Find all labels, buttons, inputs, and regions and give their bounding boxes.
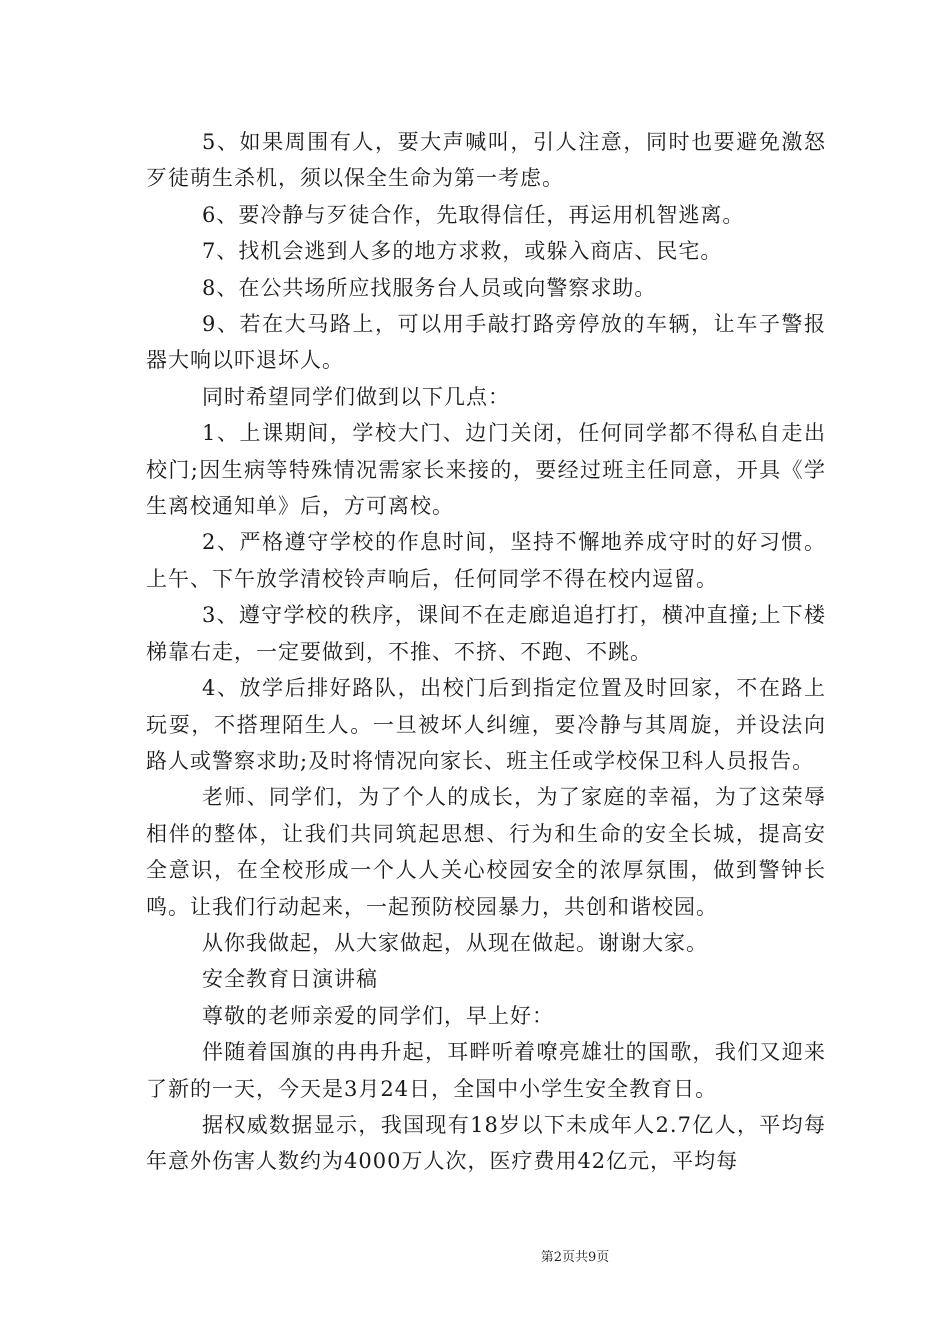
- paragraph: 据权威数据显示，我国现有18岁以下未成年人2.7亿人，平均每年意外伤害人数约为4000万人次，医疗费用42亿元，平均每: [146, 1112, 826, 1174]
- paragraph: 同时希望同学们做到以下几点：: [202, 384, 510, 409]
- section-title: 安全教育日演讲稿: [202, 967, 378, 992]
- paragraph: 4、放学后排好路队，出校门后到指定位置及时回家，不在路上玩耍，不搭理陌生人。一旦被坏人纠缠，要冷静与其周旋，并设法向路人或警察求助;及时将情况向家长、班主任或学校保卫科人员报告。: [146, 676, 826, 773]
- paragraph: 1、上课期间，学校大门、边门关闭，任何同学都不得私自走出校门;因生病等特殊情况需家长来接的，要经过班主任同意，开具《学生离校通知单》后，方可离校。: [146, 421, 826, 519]
- paragraph: 老师、同学们，为了个人的成长，为了家庭的幸福，为了这荣辱相伴的整体，让我们共同筑起思想、行为和生命的安全长城，提高安全意识，在全校形成一个人人关心校园安全的浓厚氛围，做到警钟长鸣。让我们行动起来，一起预防校园暴力，共创和谐校园。: [146, 785, 826, 919]
- paragraph: 2、严格遵守学校的作息时间，坚持不懈地养成守时的好习惯。上午、下午放学清校铃声响后，任何同学不得在校内逗留。: [146, 530, 826, 591]
- document-body: [146, 124, 826, 1180]
- page-footer: [0, 1246, 950, 1265]
- paragraph: 伴随着国旗的冉冉升起，耳畔听着嘹亮雄壮的国歌，我们又迎来了新的一天，今天是3月24日，全国中小学生安全教育日。: [146, 1040, 826, 1101]
- paragraph: 5、如果周围有人，要大声喊叫，引人注意，同时也要避免激怒歹徒萌生杀机，须以保全生命为第一考虑。: [146, 130, 826, 191]
- paragraph: 7、找机会逃到人多的地方求救，或躲入商店、民宅。: [202, 239, 723, 264]
- paragraph: 6、要冷静与歹徒合作，先取得信任，再运用机智逃离。: [202, 202, 745, 227]
- paragraph: 从你我做起，从大家做起，从现在做起。谢谢大家。: [202, 930, 708, 955]
- paragraph: 9、若在大马路上，可以用手敲打路旁停放的车辆，让车子警报器大响以吓退坏人。: [146, 312, 826, 373]
- paragraph: 8、在公共场所应找服务台人员或向警察求助。: [202, 275, 657, 300]
- page-number: 第2页共9页: [540, 1250, 610, 1265]
- paragraph: 3、遵守学校的秩序，课间不在走廊追追打打，横冲直撞;上下楼梯靠右走，一定要做到，不推、不挤、不跑、不跳。: [146, 603, 826, 664]
- salutation: 尊敬的老师亲爱的同学们，早上好：: [202, 1003, 554, 1028]
